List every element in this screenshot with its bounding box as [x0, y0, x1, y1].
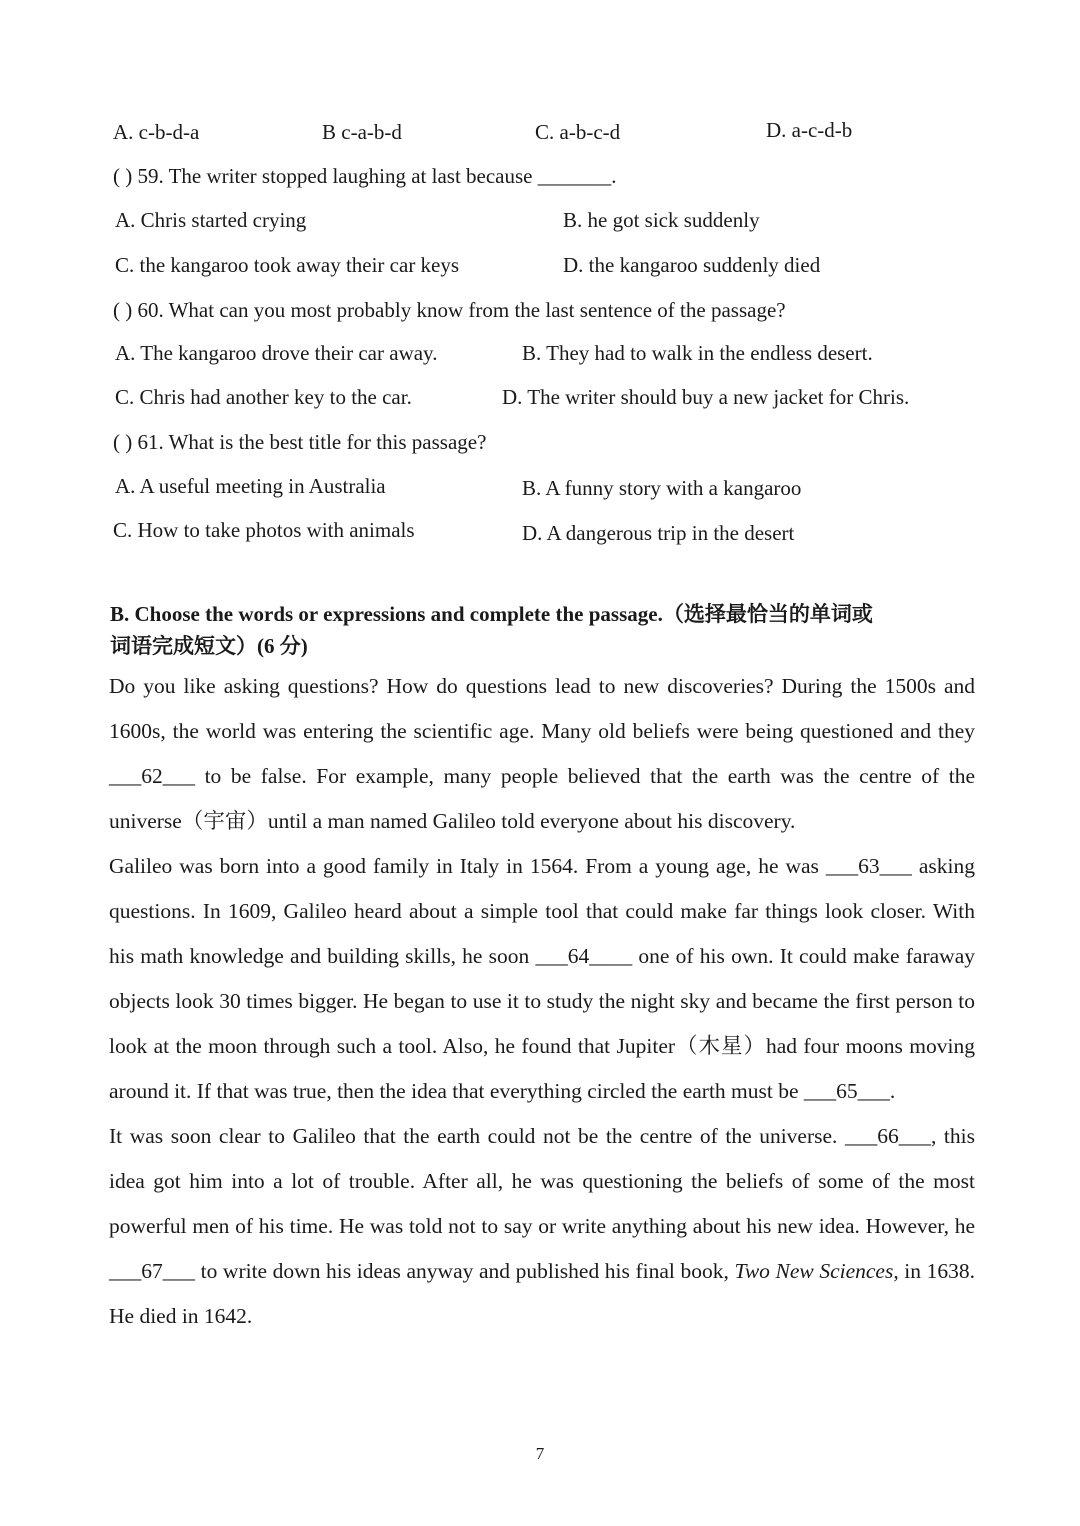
- section-b-heading-line2: 词语完成短文）(6 分): [110, 634, 308, 658]
- q58-option-c: C. a-b-c-d: [535, 120, 621, 144]
- q59-option-c: C. the kangaroo took away their car keys: [115, 253, 460, 277]
- page-number: 7: [535, 1444, 545, 1463]
- section-b-heading-line1: B. Choose the words or expressions and complete the passage.（选择最恰当的单词或: [110, 602, 873, 626]
- q59-option-b: B. he got sick suddenly: [563, 208, 760, 232]
- book-title: Two New Sciences: [734, 1259, 894, 1283]
- q61-option-d: D. A dangerous trip in the desert: [522, 521, 795, 545]
- passage-paragraph-3: [109, 1114, 975, 1339]
- q59-stem: ( ) 59. The writer stopped laughing at last because _______.: [113, 164, 617, 188]
- q60-option-b: B. They had to walk in the endless desert.: [522, 341, 873, 365]
- q58-option-a: A. c-b-d-a: [113, 120, 200, 144]
- passage-paragraph-3-end: , in 1638. He died in 1642.: [109, 1259, 975, 1328]
- q59-option-a: A. Chris started crying: [115, 208, 307, 232]
- q60-stem: ( ) 60. What can you most probably know from the last sentence of the passage?: [113, 298, 786, 322]
- passage-paragraph-3-text: It was soon clear to Galileo that the earth could not be the centre of the universe. ___66___, this idea got him into a lot of trouble. After all, he was questioning the beliefs of some of the most powerful men of his time. He was told not to say or write anything about his new idea. However, he ___67___ to write down his ideas anyway and published his final book,: [109, 1124, 975, 1283]
- q60-option-d: D. The writer should buy a new jacket for Chris.: [502, 385, 910, 409]
- q61-option-b: B. A funny story with a kangaroo: [522, 476, 802, 500]
- q58-option-b: B c-a-b-d: [322, 120, 402, 144]
- q61-option-c: C. How to take photos with animals: [113, 518, 415, 542]
- q61-stem: ( ) 61. What is the best title for this passage?: [113, 430, 487, 454]
- q59-option-d: D. the kangaroo suddenly died: [563, 253, 821, 277]
- q58-option-d: D. a-c-d-b: [766, 118, 853, 142]
- q61-option-a: A. A useful meeting in Australia: [115, 474, 386, 498]
- passage-paragraph-1: Do you like asking questions? How do questions lead to new discoveries? During the 1500s and 1600s, the world was entering the scientific age. Many old beliefs were being questioned and they ___62___ to be false. For example, many people believed that the earth was the centre of the universe（宇宙）until a man named Galileo told everyone about his discovery.: [109, 674, 975, 833]
- q60-option-c: C. Chris had another key to the car.: [115, 385, 412, 409]
- passage: [109, 664, 975, 1339]
- q60-option-a: A. The kangaroo drove their car away.: [115, 341, 438, 365]
- passage-paragraph-2: Galileo was born into a good family in Italy in 1564. From a young age, he was ___63___ asking questions. In 1609, Galileo heard about a simple tool that could make far things look closer. With his math knowledge and building skills, he soon ___64____ one of his own. It could make faraway objects look 30 times bigger. He began to use it to study the night sky and became the first person to look at the moon through such a tool. Also, he found that Jupiter（木星）had four moons moving around it. If that was true, then the idea that everything circled the earth must be ___65___.: [109, 854, 975, 1103]
